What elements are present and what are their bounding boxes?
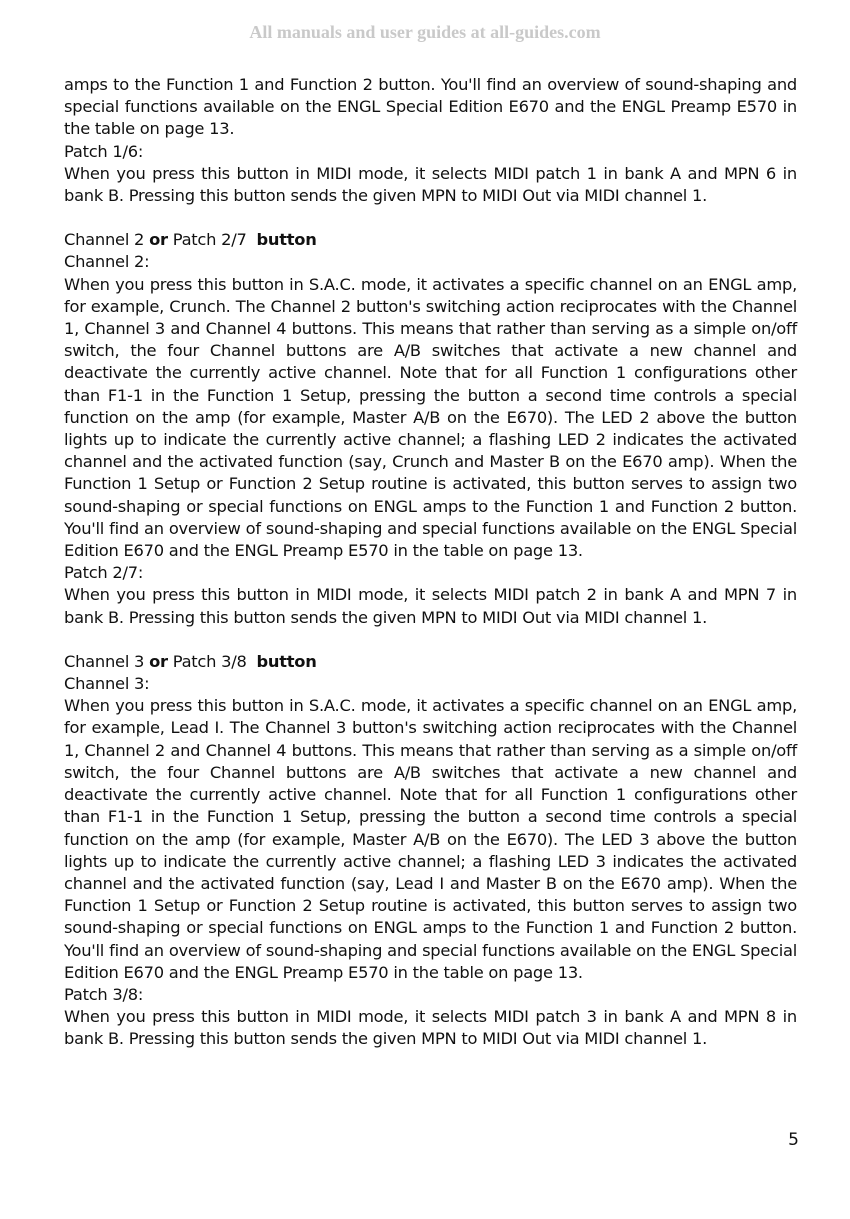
- page-number: 5: [788, 1130, 799, 1150]
- patch-1-6-label: Patch 1/6:: [64, 141, 144, 161]
- patch-1-6-text: When you press this button in MIDI mode, it selects MIDI patch 1 in bank A and MPN 6 in bank B. Pressing this button sends the given MPN to MIDI Out via MIDI channel 1.: [64, 163, 797, 206]
- channel-3-label: Channel 3:: [64, 674, 150, 694]
- page-content: [64, 74, 797, 1051]
- section-heading-channel-3: [64, 651, 797, 673]
- spacer: [64, 207, 797, 229]
- intro-paragraph: amps to the Function 1 and Function 2 button. You'll find an overview of sound-shaping and special functions available on the ENGL Special Edition E670 and the ENGL Preamp E570 in the table on page 13.: [64, 75, 797, 139]
- heading-button-word: button: [256, 651, 317, 671]
- heading-or: or: [149, 651, 168, 671]
- channel-2-text: When you press this button in S.A.C. mode, it activates a specific channel on an ENGL amp, for example, Crunch. The Channel 2 button's switching action reciprocates with the Channel 1, Channel 3 and Channel 4 buttons. This means that rather than serving as a simple on/off switch, the four Channel buttons are A/B switches that activate a new channel and deactivate the currently active channel. Note that for all Function 1 configurations other than F1-1 in the Function 1 Setup, pressing the button a second time controls a special function on the amp (for example, Master A/B on the E670). The LED 2 above the button lights up to indicate the currently active channel; a flashing LED 2 indicates the activated channel and the activated function (say, Crunch and Master B on the E670 amp). When the Function 1 Setup or Function 2 Setup routine is activated, this button serves to assign two sound-shaping or special functions on ENGL amps to the Function 1 and Function 2 button. You'll find an overview of sound-shaping and special functions available on the ENGL Special Edition E670 and the ENGL Preamp E570 in the table on page 13.: [64, 274, 797, 561]
- spacer: [64, 629, 797, 651]
- section-heading-channel-2: [64, 229, 797, 251]
- channel-2-label: Channel 2:: [64, 252, 150, 272]
- watermark: All manuals and user guides at all-guides.com: [249, 22, 601, 42]
- heading-patch-name: Patch 3/8: [172, 651, 247, 671]
- heading-patch-name: Patch 2/7: [172, 230, 247, 250]
- heading-button-word: button: [256, 230, 317, 250]
- patch-3-8-label: Patch 3/8:: [64, 984, 144, 1004]
- patch-2-7-label: Patch 2/7:: [64, 563, 144, 583]
- patch-2-7-text: When you press this button in MIDI mode, it selects MIDI patch 2 in bank A and MPN 7 in bank B. Pressing this button sends the given MPN to MIDI Out via MIDI channel 1.: [64, 585, 797, 627]
- heading-channel-name: Channel 2: [64, 230, 145, 250]
- channel-3-text: When you press this button in S.A.C. mode, it activates a specific channel on an ENGL amp, for example, Lead I. The Channel 3 button's switching action reciprocates with the Channel 1, Channel 2 and Channel 4 buttons. This means that rather than serving as a simple on/off switch, the four Channel buttons are A/B switches that activate a new channel and deactivate the currently active channel. Note that for all Function 1 configurations other than F1-1 in the Function 1 Setup, pressing the button a second time controls a special function on the amp (for example, Master A/B on the E670). The LED 3 above the button lights up to indicate the currently active channel; a flashing LED 3 indicates the activated channel and the activated function (say, Lead I and Master B on the E670 amp). When the Function 1 Setup or Function 2 Setup routine is activated, this button serves to assign two sound-shaping or special functions on ENGL amps to the Function 1 and Function 2 button. You'll find an overview of sound-shaping and special functions available on the ENGL Special Edition E670 and the ENGL Preamp E570 in the table on page 13.: [64, 696, 797, 982]
- heading-or: or: [149, 230, 168, 250]
- heading-channel-name: Channel 3: [64, 651, 145, 671]
- patch-3-8-text: When you press this button in MIDI mode, it selects MIDI patch 3 in bank A and MPN 8 in bank B. Pressing this button sends the given MPN to MIDI Out via MIDI channel 1.: [64, 1007, 797, 1049]
